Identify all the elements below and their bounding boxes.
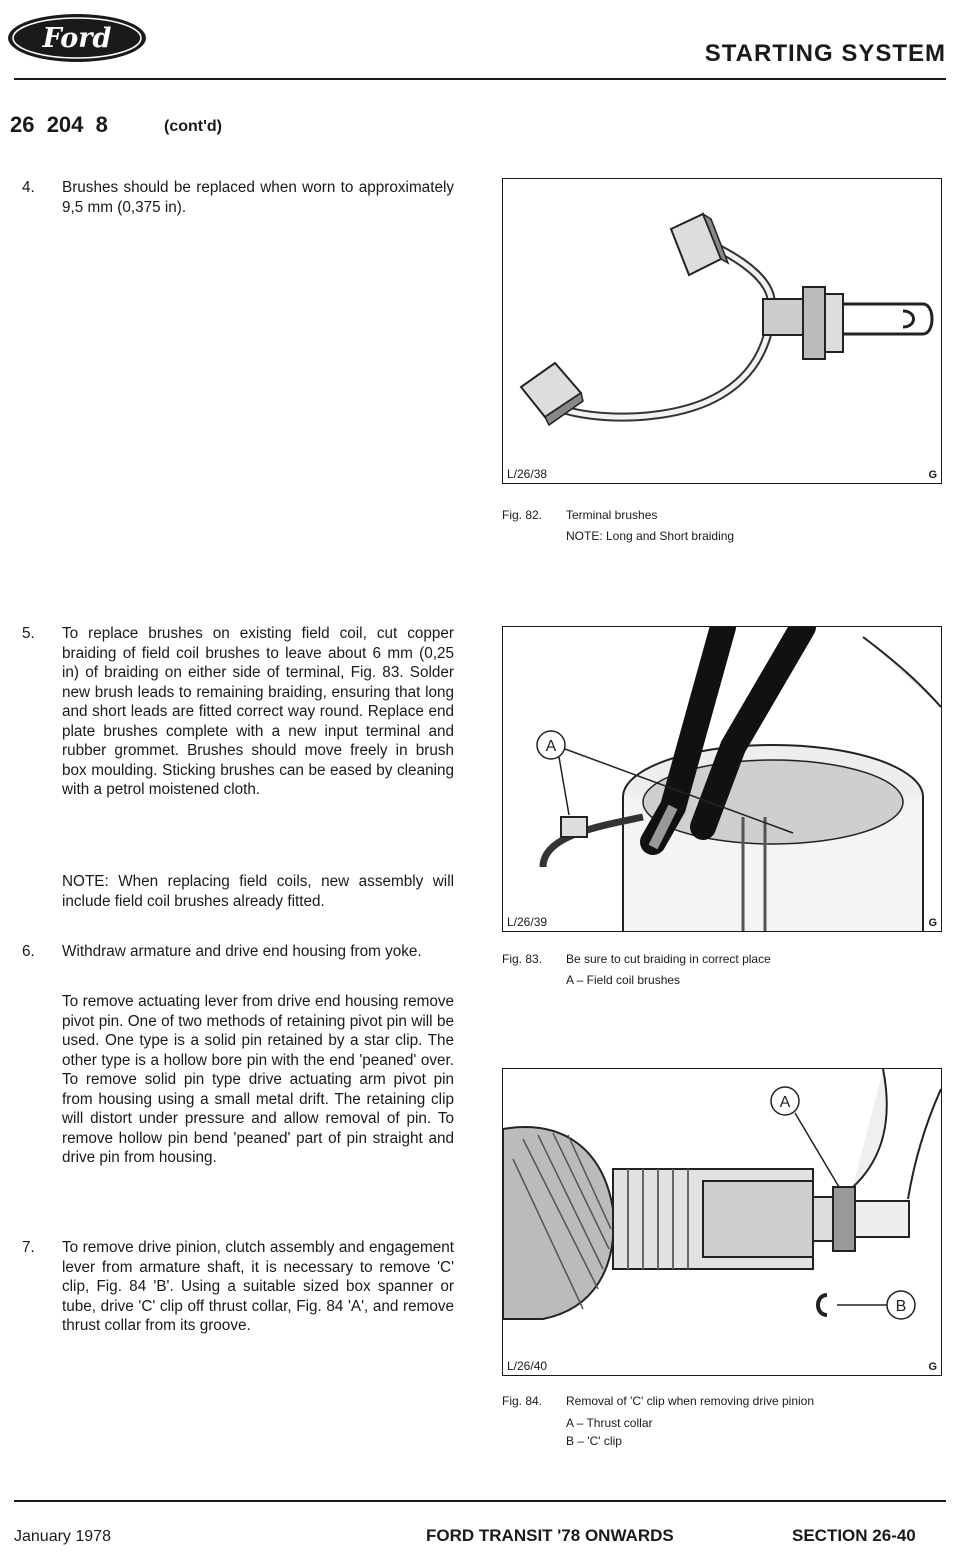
step-text: To remove drive pinion, clutch assembly and engagement lever from armature shaft, it is necessary to remove 'C' clip, Fig. 84 'B'. Using a suitable sized box spanner or tube, drive 'C' clip off thrust collar, Fig. 84 'A', and remove thrust collar from its groove. (62, 1239, 454, 1334)
figure-caption-note: NOTE: Long and Short braiding (566, 529, 735, 543)
figure-caption-text: Terminal brushes (566, 508, 658, 522)
step-text: Brushes should be replaced when worn to approximately 9,5 mm (0,375 in). (62, 179, 454, 216)
step-4 (22, 178, 454, 217)
figure-caption-key-b: B – 'C' clip (566, 1434, 622, 1448)
footer-section: SECTION 26-40 (792, 1526, 916, 1545)
figure-mark: G (928, 1361, 937, 1373)
step-text: Withdraw armature and drive end housing from yoke. (62, 943, 422, 960)
step-number: 7. (22, 1239, 35, 1256)
cut-braiding-illustration (503, 627, 941, 931)
figure-ref-label: L/26/40 (507, 1359, 548, 1373)
operation-number: 26 204 8 (10, 112, 108, 137)
figure-82-terminal-brushes (502, 178, 942, 484)
pivot-pin-paragraph: To remove actuating lever from drive end housing remove pivot pin. One of two methods of retaining pivot pin will be used. One type is a solid pin retained by a star clip. The other type is a hollow bore pin with the end 'peaned' over. To remove solid pin type drive actuating arm pivot pin from housing using a small metal drift. The retaining clip will distort under pressure and allow removal of pin. To remove hollow pin bend 'peaned' part of pin straight and drive pin from housing. (62, 993, 454, 1166)
figure-mark: G (928, 469, 937, 481)
terminal-brushes-illustration (503, 179, 941, 483)
figure-mark: G (928, 917, 937, 929)
figure-caption-text: Removal of 'C' clip when removing drive pinion (566, 1394, 815, 1408)
figure-82-caption (502, 506, 940, 546)
footer-divider (14, 1500, 946, 1502)
footer-title: FORD TRANSIT '78 ONWARDS (426, 1526, 674, 1545)
figure-caption-text: Be sure to cut braiding in correct place (566, 952, 771, 966)
figure-ref-label: L/26/39 (507, 915, 548, 929)
ford-logo (6, 12, 148, 64)
svg-text:A: A (779, 1094, 791, 1111)
continued-label: (cont'd) (164, 118, 223, 135)
figure-83-cut-braiding (502, 626, 942, 932)
note-field-coils: NOTE: When replacing field coils, new assembly will include field coil brushes already fitted. (62, 873, 454, 910)
step-text: To replace brushes on existing field coil, cut copper braiding of field coil brushes to leave about 6 mm (0,25 in) of braiding on either side of terminal, Fig. 83. Solder new brush leads to remaining braiding, ensuring that long and short leads are fitted correct way round. Replace end plate brushes complete with a new input terminal and rubber grommet. Brushes should move freely in brush box moulding. Sticking brushes can be eased by cleaning with a petrol moistened cloth. (62, 625, 454, 798)
svg-text:A: A (545, 738, 557, 755)
step-6 (22, 942, 454, 962)
c-clip-removal-illustration (503, 1069, 941, 1375)
step-7 (22, 1238, 454, 1336)
header-divider (14, 78, 946, 80)
figure-caption-key-a: A – Field coil brushes (566, 973, 681, 987)
figure-number: Fig. 84. (502, 1394, 543, 1408)
figure-83-caption (502, 950, 940, 990)
figure-84-caption (502, 1392, 940, 1452)
step-5 (22, 624, 454, 800)
svg-text:B: B (895, 1298, 907, 1315)
step-number: 4. (22, 179, 35, 196)
figure-number: Fig. 83. (502, 952, 543, 966)
step-number: 5. (22, 625, 35, 642)
section-title: STARTING SYSTEM (704, 40, 946, 67)
step-number: 6. (22, 943, 35, 960)
figure-caption-key-a: A – Thrust collar (566, 1416, 653, 1430)
svg-text:Ford: Ford (42, 23, 112, 54)
footer-date: January 1978 (14, 1528, 111, 1545)
figure-84-c-clip-removal (502, 1068, 942, 1376)
figure-number: Fig. 82. (502, 508, 543, 522)
figure-ref-label: L/26/38 (507, 467, 548, 481)
